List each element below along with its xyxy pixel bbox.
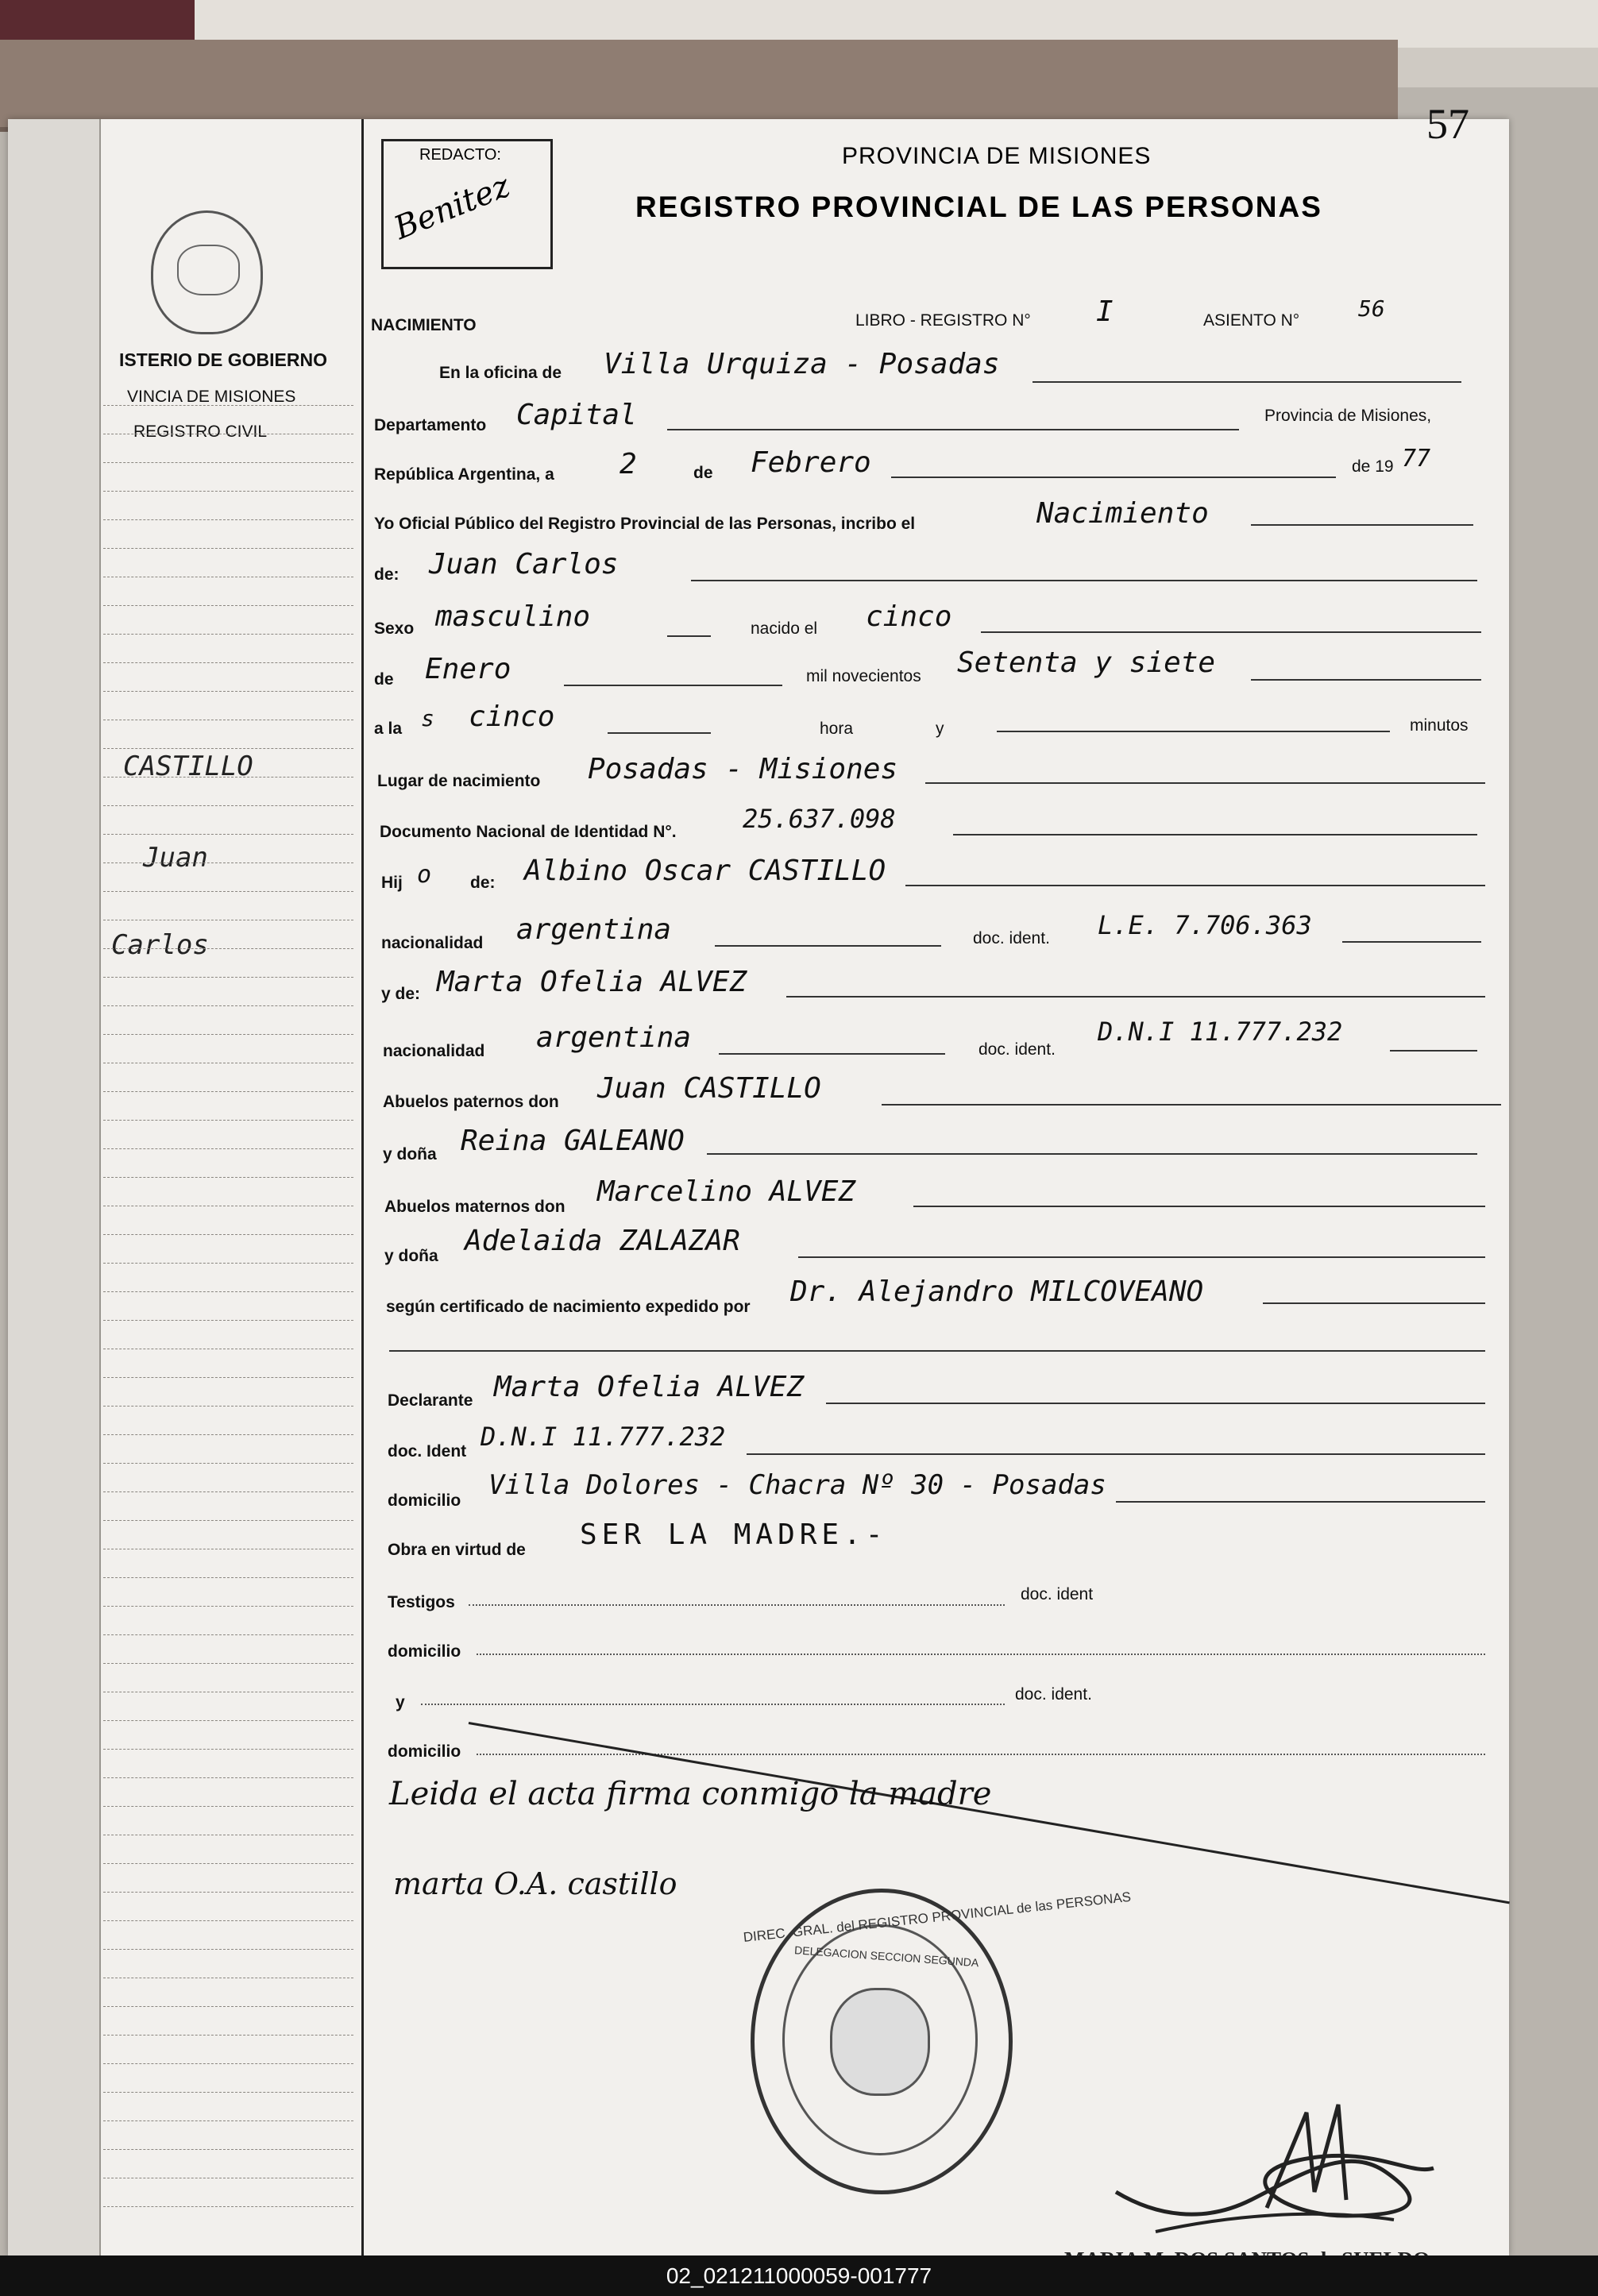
margin-rule [103,1005,353,1007]
de-nombre-label: de: [374,565,400,584]
margin-rule [103,2149,353,2151]
padre-value: Albino Oscar CASTILLO [524,855,886,887]
margin-rule [103,1577,353,1579]
obra-label: Obra en virtud de [388,1541,526,1559]
doc-ident-madre-label: doc. ident. [978,1040,1056,1059]
nacionalidad-padre-label: nacionalidad [381,934,484,952]
a-la-label: a la [374,720,403,738]
margin-rule [103,1692,353,1693]
y-dona-mat-label: y doña [384,1247,438,1265]
doc-ident-padre-label: doc. ident. [973,929,1050,947]
margin-rule [103,748,353,750]
margin-rule [103,777,353,778]
margin-rule [103,1406,353,1407]
declarante-value: Marta Ofelia ALVEZ [494,1371,805,1403]
margin-rule [103,1320,353,1322]
margin-rule [103,1091,353,1093]
margin-rule [103,519,353,521]
abuelos-maternos-label: Abuelos maternos don [384,1198,565,1216]
margin-rule [103,462,353,464]
margin-rule [103,891,353,893]
declarante-doc-value: D.N.I 11.777.232 [481,1422,726,1452]
hij-suffix-value: o [417,861,432,889]
margin-rule [103,834,353,835]
page-binding [8,119,101,2255]
folder-edge [0,40,1398,132]
margin-rule [103,577,353,578]
libro-label: LIBRO - REGISTRO N° [855,311,1031,330]
departamento-value: Capital [516,399,637,431]
provincia-label: Provincia de Misiones, [1264,407,1432,425]
margin-rule [103,634,353,635]
testigos-label: Testigos [388,1593,455,1611]
margin-rule [103,2206,353,2208]
lugar-label: Lugar de nacimiento [377,772,541,790]
margin-rule [103,1349,353,1350]
oficina-label: En la oficina de [439,364,562,382]
margin-rule [103,1234,353,1236]
official-signature [1108,2097,1442,2248]
de-padre-label: de: [470,874,496,892]
margin-rule [103,862,353,864]
asiento-label: ASIENTO N° [1203,311,1300,330]
madre-doc-value: D.N.I 11.777.232 [1098,1017,1343,1047]
margin-rule [103,1120,353,1121]
redacto-label: REDACTO: [419,146,501,164]
margin-rule [103,1920,353,1922]
org-line-3: REGISTRO CIVIL [133,423,268,441]
margin-rule [103,662,353,664]
margin-rule [103,2178,353,2179]
y-dona-pat-label: y doña [383,1145,437,1163]
y-testigo-label: y [396,1693,405,1711]
margin-rule [103,1263,353,1264]
margin-rule [103,2063,353,2065]
margin-rule [103,605,353,607]
margin-rule [103,1063,353,1064]
mil-novecientos-label: mil novecientos [806,667,921,685]
margin-rule [103,2006,353,2008]
margin-rule [103,1549,353,1550]
margin-second-name: Carlos [111,929,209,961]
nacido-mes-value: Enero [425,653,511,685]
province-seal-icon [151,210,263,334]
padre-doc-value: L.E. 7.706.363 [1098,910,1312,940]
margin-rule [103,1034,353,1036]
documento-label: Documento Nacional de Identidad N°. [380,823,677,841]
org-line-1: ISTERIO DE GOBIERNO [119,349,327,370]
yo-oficial-label: Yo Oficial Público del Registro Provincial de las Personas, incribo el [374,515,916,533]
asiento-value: 56 [1358,295,1385,322]
domicilio-value: Villa Dolores - Chacra Nº 30 - Posadas [488,1469,1106,1501]
margin-rule [103,434,353,435]
margin-rule [103,1720,353,1722]
margin-rule [103,2035,353,2036]
madre-nac-value: argentina [536,1021,692,1054]
nacionalidad-madre-label: nacionalidad [383,1042,485,1060]
margin-rule [103,920,353,921]
province-heading: PROVINCIA DE MISIONES [842,143,1152,169]
stamp-outer-text: DIREC. GRAL. del REGISTRO PROVINCIAL de las PERSONAS [742,1889,1132,1945]
nacido-el-label: nacido el [751,619,818,638]
margin-surname: CASTILLO [123,751,253,782]
mother-signature: marta O.A. castillo [393,1866,677,1901]
mes-value: Febrero [751,446,871,479]
abuela-pat-value: Reina GALEANO [461,1125,685,1157]
hora-value: cinco [469,700,555,733]
domicilio-t2-label: domicilio [388,1742,461,1761]
nombre-value: Juan Carlos [429,548,619,581]
certificado-value: Dr. Alejandro MILCOVEANO [790,1275,1204,1308]
redacto-signature: Benitez [388,168,515,247]
oficina-value: Villa Urquiza - Posadas [604,348,1000,380]
de-19-label: de 19 [1352,457,1394,476]
margin-rule [103,1291,353,1293]
margin-rule [103,1634,353,1636]
hora-label: hora [820,720,854,738]
margin-rule [103,1949,353,1951]
margin-rule [103,405,353,407]
declarante-label: Declarante [388,1391,473,1410]
margin-rule [103,1491,353,1493]
abuela-mat-value: Adelaida ZALAZAR [465,1225,740,1257]
margin-rule [103,1377,353,1379]
y-label: y [936,720,944,738]
record-page [8,100,1509,2255]
inscribe-value: Nacimiento [1036,497,1209,530]
doc-ident-t2-label: doc. ident. [1015,1685,1092,1704]
abuelo-pat-value: Juan CASTILLO [597,1072,821,1105]
abuelos-paternos-label: Abuelos paternos don [383,1093,559,1111]
de-mes-label: de [374,670,394,689]
stamp-inner-text: DELEGACION SECCION SEGUNDA [793,1943,979,1970]
margin-rule [103,1434,353,1436]
footer-code: 02_021211000059-001777 [0,2255,1598,2296]
org-line-2: VINCIA DE MISIONES [127,388,296,406]
nacido-anio-value: Setenta y siete [957,646,1216,679]
y-de-label: y de: [381,985,421,1003]
margin-rule [103,1749,353,1750]
madre-value: Marta Ofelia ALVEZ [437,966,747,998]
libro-value: I [1096,295,1114,328]
margin-rule [103,548,353,550]
margin-rule [103,1806,353,1808]
margin-rule [103,691,353,693]
margin-column [8,119,364,2255]
a-las-value: s [421,705,434,731]
domicilio-label: domicilio [388,1491,461,1510]
doc-ident-decl-label: doc. Ident [388,1442,467,1461]
departamento-label: Departamento [374,416,487,434]
dni-value: 25.637.098 [743,804,896,834]
margin-rule [103,2092,353,2093]
dia-value: 2 [620,448,637,480]
abuelo-mat-value: Marcelino ALVEZ [597,1175,856,1208]
margin-rule [103,1978,353,1979]
margin-rule [103,948,353,950]
margin-rule [103,805,353,807]
segun-label: según certificado de nacimiento expedido por [386,1298,751,1316]
obra-value: SER LA MADRE.- [580,1518,888,1551]
margin-rule [103,1206,353,1207]
page-title: REGISTRO PROVINCIAL DE LAS PERSONAS [635,191,1322,223]
page-number: 57 [1426,100,1469,148]
margin-rule [103,720,353,721]
margin-rule [103,1892,353,1893]
lugar-value: Posadas - Misiones [588,753,898,785]
minutos-label: minutos [1410,716,1469,735]
hij-label: Hij [381,874,403,892]
margin-rule [103,1148,353,1150]
doc-ident-t1-label: doc. ident [1021,1585,1094,1603]
nacido-dia-value: cinco [866,600,952,633]
margin-rule [103,977,353,978]
margin-first-name: Juan [143,842,208,874]
margin-rule [103,491,353,492]
margin-rule [103,1663,353,1665]
de-label: de [693,464,713,482]
sexo-label: Sexo [374,619,415,638]
margin-rule [103,1777,353,1779]
nacimiento-label: NACIMIENTO [371,316,477,334]
anio-value: 77 [1402,445,1431,473]
margin-rule [103,1177,353,1179]
redacto-box [381,139,553,269]
leida-text: Leida el acta firma conmigo la madre [389,1776,992,1812]
margin-rule [103,1863,353,1865]
republica-label: República Argentina, a [374,465,554,484]
crest-icon [830,1988,930,2096]
margin-rule [103,1463,353,1464]
margin-rule [103,1606,353,1607]
domicilio-t1-label: domicilio [388,1642,461,1661]
margin-rule [103,1835,353,1836]
margin-rule [103,1520,353,1522]
sexo-value: masculino [435,600,591,633]
margin-rule [103,2120,353,2122]
padre-nac-value: argentina [516,913,672,946]
